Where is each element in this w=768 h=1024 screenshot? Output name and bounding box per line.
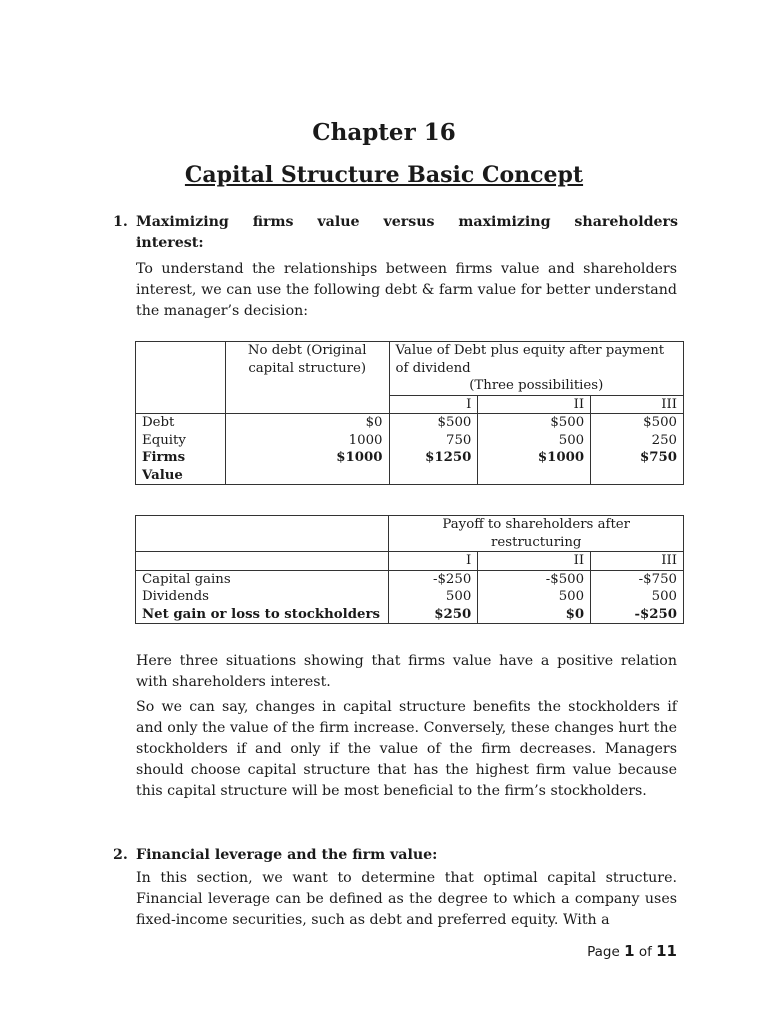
table2-cell: 500 <box>389 588 478 606</box>
section-2-number: 2. <box>113 847 128 863</box>
table1-cell: $500 <box>389 414 478 432</box>
page-footer <box>587 942 677 960</box>
section-2-heading-text: Financial leverage and the firm value: <box>136 847 438 863</box>
table1-header-nodebt: No debt (Original capital structure) <box>225 342 389 414</box>
table1-cell: 750 <box>389 432 478 450</box>
table2-row-label: Net gain or loss to stockholders <box>136 606 389 624</box>
paragraph-relation: Here three situations showing that firms value have a positive relation with shareholders interest. <box>136 653 677 690</box>
page-title <box>0 160 768 190</box>
page-title-text: Capital Structure Basic Concept <box>184 162 584 188</box>
table-row <box>136 414 684 432</box>
table1-cell: $1250 <box>389 449 478 485</box>
section-2-paragraph: In this section, we want to determine that optimal capital structure. Financial leverage can be defined as the degree to which a company uses fixed-income securities, such as debt and preferred equity. With a <box>136 870 677 928</box>
table2-cell: -$500 <box>478 570 591 588</box>
of-label: of <box>638 944 652 960</box>
table1-cell: $1000 <box>478 449 591 485</box>
table1-header-value-line2: (Three possibilities) <box>469 378 604 393</box>
table2-header: Payoff to shareholders after restructuring <box>389 516 684 552</box>
table2-col-III: III <box>591 552 684 571</box>
table2-row-label: Capital gains <box>136 570 389 588</box>
table1-cell: 500 <box>478 432 591 450</box>
table1-cell: $500 <box>478 414 591 432</box>
section-1-number: 1. <box>113 214 128 230</box>
section-1-heading-line1: Maximizing firms value versus maximizing shareholders <box>136 214 678 230</box>
section-1-heading-line2: interest: <box>136 235 204 251</box>
table-row <box>136 588 684 606</box>
table1-row-label: Firms Value <box>136 449 226 485</box>
table2-cell: $250 <box>389 606 478 624</box>
table1-header-value-line1: Value of Debt plus equity after payment of dividend <box>395 343 665 376</box>
table1-corner <box>136 342 226 414</box>
table1-cell: $500 <box>591 414 684 432</box>
table2-col-II: II <box>478 552 591 571</box>
table2-cell: -$250 <box>389 570 478 588</box>
table1-col-I: I <box>389 395 478 414</box>
table2-corner-2 <box>136 552 389 571</box>
table2-row-label: Dividends <box>136 588 389 606</box>
table-row <box>136 449 684 485</box>
table2-col-I: I <box>389 552 478 571</box>
table1-cell: $0 <box>225 414 389 432</box>
table1-cell: 250 <box>591 432 684 450</box>
section-1-intro: To understand the relationships between firms value and shareholders interest, we can use the following debt & farm value for better understand the manager’s decision: <box>136 261 677 319</box>
table2-cell: $0 <box>478 606 591 624</box>
section-2-heading <box>113 845 678 866</box>
table2-corner <box>136 516 389 552</box>
chapter-heading: Chapter 16 <box>312 119 456 146</box>
paragraph-changes: So we can say, changes in capital structure benefits the stockholders if and only the value of the firm increase. Conversely, these changes hurt the stockholders if and only if the value of the firm decreases. Managers should choose capital structure that has the highest firm value because this capital structure will be most beneficial to the firm’s stockholders. <box>136 699 677 799</box>
table2-cell: 500 <box>478 588 591 606</box>
table1-cell: 1000 <box>225 432 389 450</box>
table-row <box>136 606 684 624</box>
section-1-heading <box>113 212 678 254</box>
shareholder-payoff-table <box>135 515 684 624</box>
table2-cell: -$250 <box>591 606 684 624</box>
page-label: Page <box>587 944 620 960</box>
table1-header-value <box>389 342 683 396</box>
table1-row-label: Equity <box>136 432 226 450</box>
table2-cell: 500 <box>591 588 684 606</box>
table1-cell: $750 <box>591 449 684 485</box>
debt-firm-value-table <box>135 341 684 485</box>
table1-col-II: II <box>478 395 591 414</box>
table2-cell: -$750 <box>591 570 684 588</box>
table-row <box>136 570 684 588</box>
table1-col-III: III <box>591 395 684 414</box>
page-total: 11 <box>656 942 677 960</box>
table-row <box>136 432 684 450</box>
table1-cell: $1000 <box>225 449 389 485</box>
page-number: 1 <box>624 942 635 960</box>
table1-row-label: Debt <box>136 414 226 432</box>
